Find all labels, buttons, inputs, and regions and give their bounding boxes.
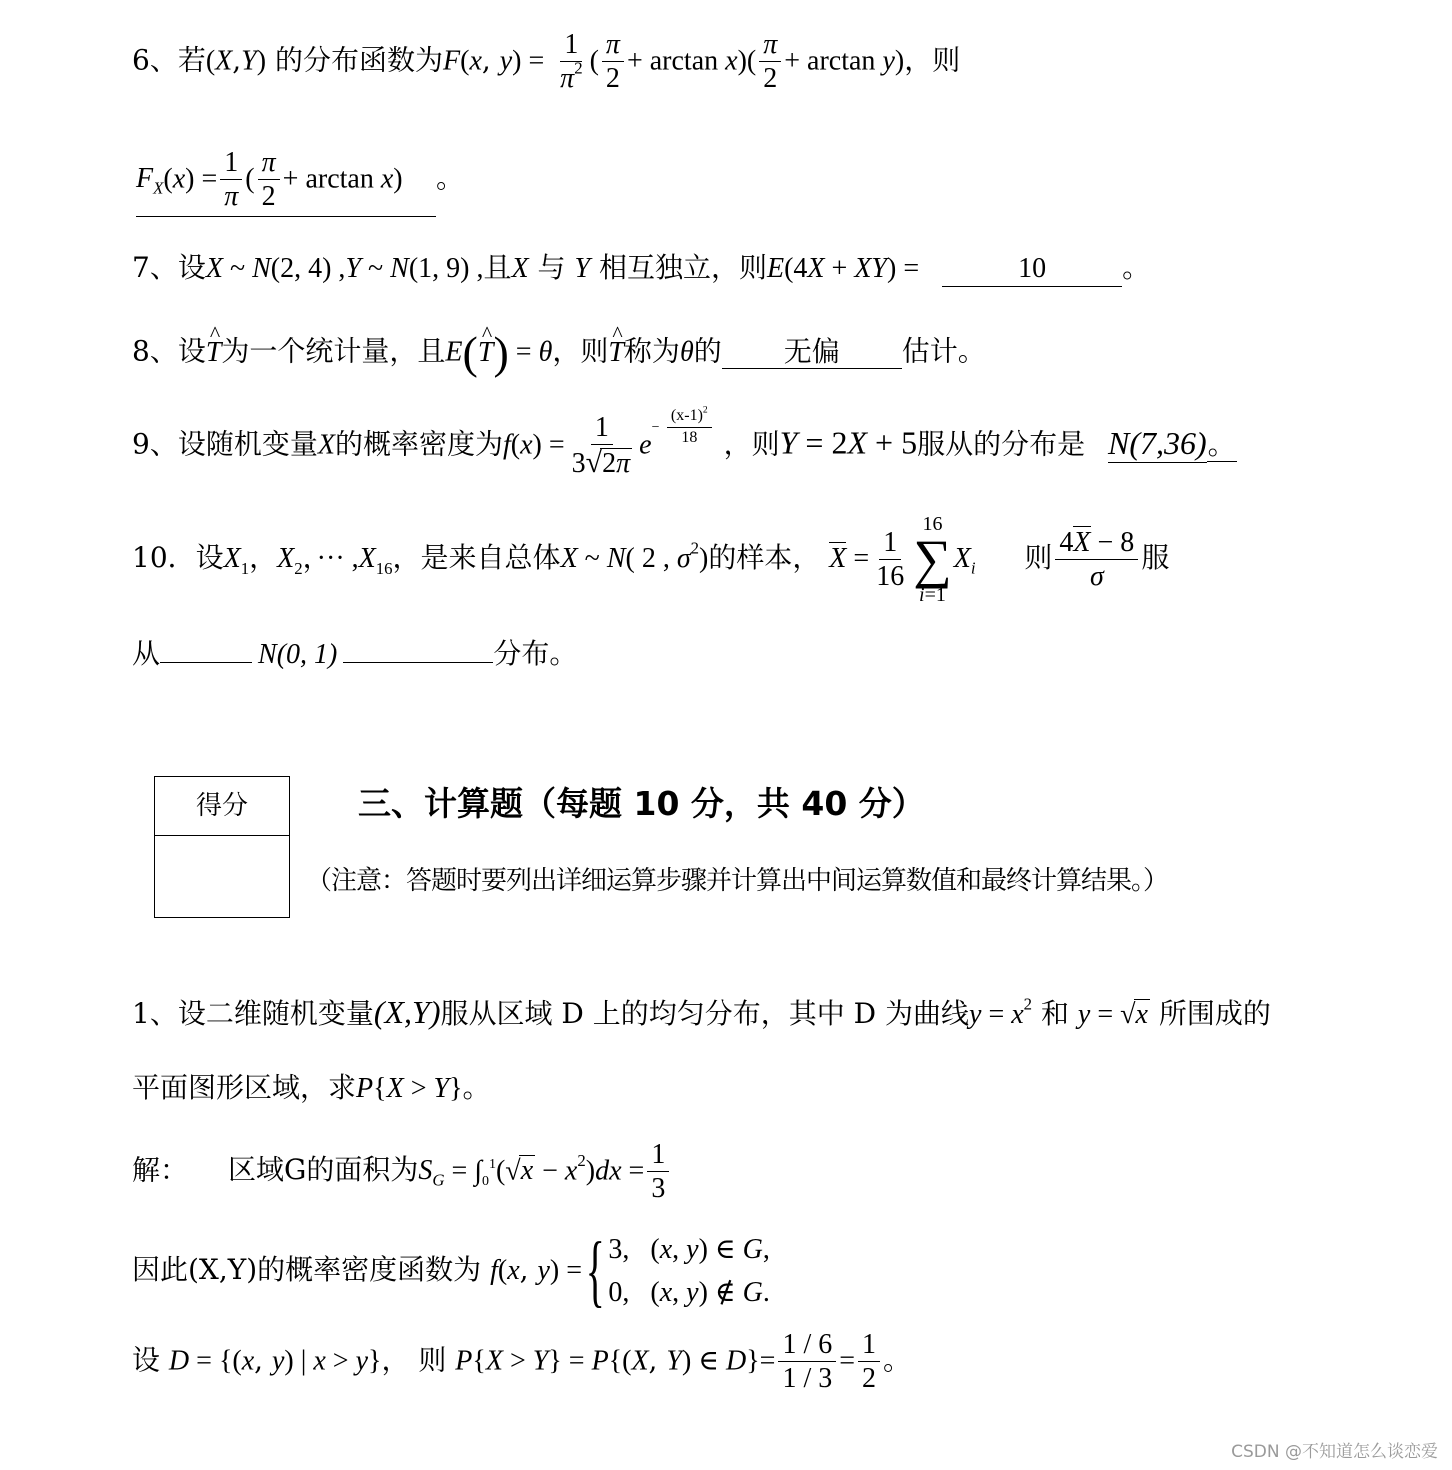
score-box xyxy=(154,776,290,918)
density-cases: 3, (x, y) ∈ G, 0, (x, y) ∉ G. xyxy=(608,1234,770,1309)
q6-line2: $F_X(x)$ = $\frac{1}{\pi}$ ( $\frac{\pi}{2}$ + arctan x) 。 xyxy=(136,148,464,217)
sum-symbol: 16 ∑ i=1 xyxy=(913,513,952,607)
q7-answer-blank: 10 xyxy=(942,252,1122,287)
q10-line1: 10．设$X_1$，$X_2$，··· $,X_{16}$，是来自总体X ~ N( 2 , $\sigma^2$)的样本， X = $\frac{1}{16}$ 16 ∑ i=1 $X_i$ 则 $\frac{4X - 8}{\sigma}$ 服 xyxy=(132,513,1170,607)
c1-density: 因此(X,Y)的概率密度函数为 f(x, y) ={ 3, (x, y) ∈ G, 0, (x, y) ∉ G. xyxy=(132,1227,770,1316)
q10-line2: 从 N(0, 1) 分布。 xyxy=(132,637,578,670)
fraction: $\frac{1}{\pi^2}$ xyxy=(560,29,583,95)
score-label: 得分 xyxy=(155,777,289,836)
c1-solution-area: 解： 区域G的面积为$S_G = \int_0^1(√x - x^2)dx$ = $\frac{1}{3}$ xyxy=(132,1140,672,1204)
brace-symbol: { xyxy=(585,1227,605,1316)
q7-line: 7、设X ~ N(2, 4) ,Y ~ N(1, 9) ,且X 与 Y 相互独立，则E(4X + XY) = 10 。 xyxy=(132,252,1150,287)
q6-answer-blank: $F_X(x)$ = $\frac{1}{\pi}$ ( $\frac{\pi}{2}$ + arctan x) xyxy=(136,148,436,217)
section-note: （注意：答题时要列出详细运算步骤并计算出中间运算数值和最终计算结果。） xyxy=(306,866,1169,896)
c1-line1: 1、设二维随机变量(X,Y)服从区域 D 上的均匀分布，其中 D 为曲线$y = x^2$ 和 y = √x 所围成的 xyxy=(132,994,1271,1030)
section-title: 三、计算题（每题 10 分，共 40 分） xyxy=(358,784,925,823)
c1-result: 设 D = {(x, y) | x > y}， 则 P{X > Y} = P{(X, Y) ∈ D}= $\frac{1 / 6}{1 / 3}$ = $\frac{1}{2}$ 。 xyxy=(132,1329,912,1395)
q9-line: 9、设随机变量X的概率密度为f(x) = $\frac{1}{3√2\pi}$ $e^{- \frac{(x-1)^2}{18}}$ ，则Y = 2X + 5服从的分布是 N(7,36)。 xyxy=(132,404,1236,479)
q10-answer: N(0, 1) xyxy=(258,639,338,670)
q8-answer-blank: 无偏 xyxy=(722,335,902,370)
watermark: CSDN @不知道怎么谈恋爱 xyxy=(1231,1442,1438,1462)
c1-line2: 平面图形区域，求P{X > Y}。 xyxy=(132,1071,491,1104)
q6-line1: 6、若(X,Y) 的分布函数为F(x, y) = $\frac{1}{\pi^2}$ ( $\frac{\pi}{2}$ + arctan x)( $\frac{\pi}{2}$ + arctan y)，则 xyxy=(132,29,961,95)
score-input-area[interactable] xyxy=(155,836,289,918)
q8-line: 8、设^ T为一个统计量，且E(^ T) = θ，则^ T称为θ的 无偏 估计。 xyxy=(132,330,986,376)
q9-answer-blank: N(7,36) xyxy=(1108,424,1207,463)
